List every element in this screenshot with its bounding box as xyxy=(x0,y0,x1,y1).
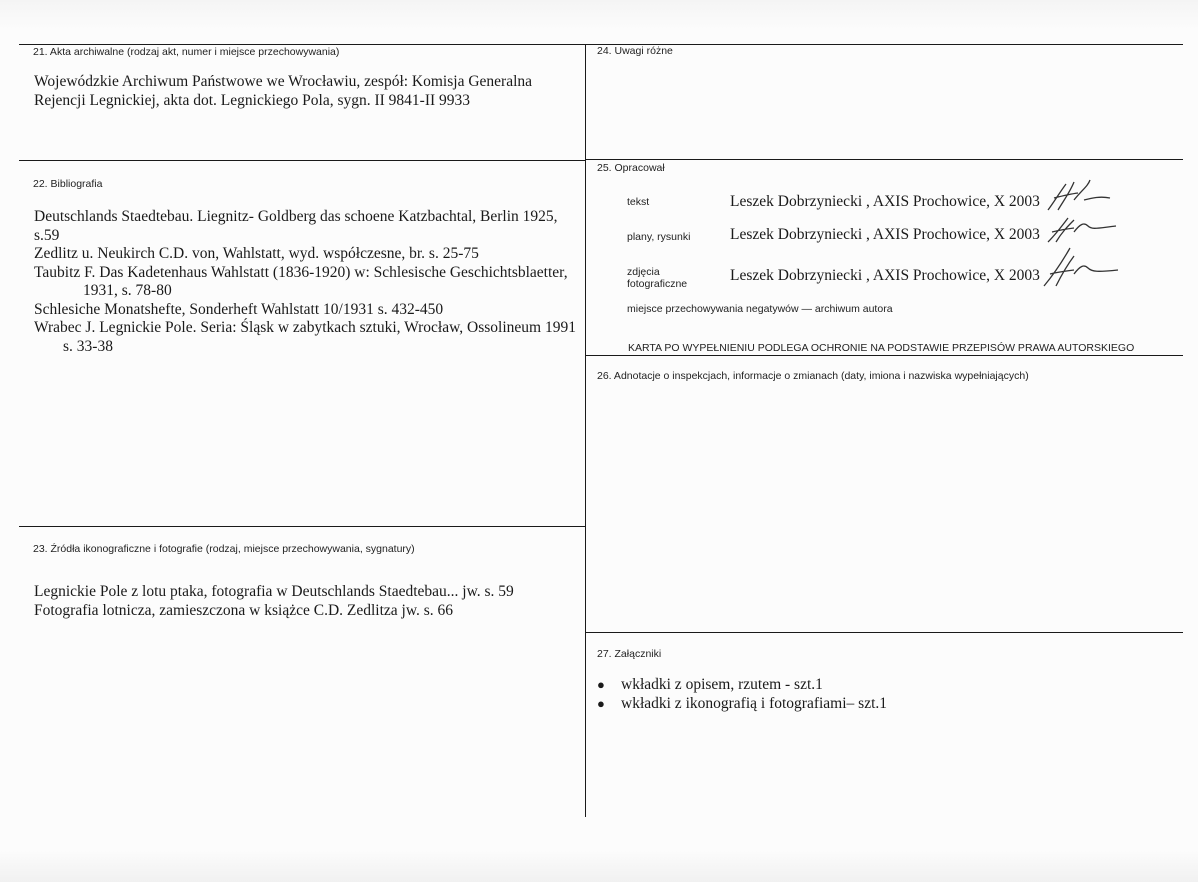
text-line: Rejencji Legnickiej, akta dot. Legnickiego Pola, sygn. II 9841-II 9933 xyxy=(34,91,471,109)
attachment-text: wkładki z ikonografią i fotografiami– szt.1 xyxy=(621,695,888,712)
text-line: Wojewódzkie Archiwum Państwowe we Wrocławiu, zespół: Komisja Generalna xyxy=(34,73,533,90)
attachment-text: wkładki z opisem, rzutem - szt.1 xyxy=(621,676,823,693)
section-22-content xyxy=(34,208,576,356)
negatives-location: miejsce przechowywania negatywów — archiwum autora xyxy=(627,303,893,315)
copyright-notice: KARTA PO WYPEŁNIENIU PODLEGA OCHRONIE NA PODSTAWIE PRZEPISÓW PRAWA AUTORSKIEGO xyxy=(628,342,1135,354)
author-photos: Leszek Dobrzyniecki , AXIS Prochowice, X 2003 xyxy=(730,267,1040,284)
bibliography-entry: s. 33-38 xyxy=(63,337,113,355)
role-photos-line2: fotograficzne xyxy=(627,278,688,290)
role-photos-line1: zdjęcia xyxy=(627,266,660,278)
divider-24-25 xyxy=(585,159,1183,160)
bibliography-entry: Schlesiche Monatshefte, Sonderheft Wahlstatt 10/1931 s. 432-450 xyxy=(34,300,444,318)
section-23-content xyxy=(34,583,514,620)
list-item xyxy=(597,675,887,694)
author-plans: Leszek Dobrzyniecki , AXIS Prochowice, X 2003 xyxy=(730,226,1040,243)
section-24-label: 24. Uwagi różne xyxy=(597,45,673,57)
role-plans-label: plany, rysunki xyxy=(627,231,691,243)
divider-21-22 xyxy=(19,160,585,161)
signature-1 xyxy=(1044,176,1114,216)
section-27-label: 27. Załączniki xyxy=(597,648,662,660)
divider-26-27 xyxy=(585,632,1183,633)
divider-25-26 xyxy=(585,355,1183,356)
text-line: Fotografia lotnicza, zamieszczona w książce C.D. Zedlitza jw. s. 66 xyxy=(34,601,454,619)
bibliography-entry: Zedlitz u. Neukirch C.D. von, Wahlstatt, wyd. współczesne, br. s. 25-75 xyxy=(34,245,479,262)
bibliography-entry: Deutschlands Staedtebau. Liegnitz- Goldberg das schoene Katzbachtal, Berlin 1925, xyxy=(34,208,558,225)
bibliography-entry: Wrabec J. Legnickie Pole. Seria: Śląsk w zabytkach sztuki, Wrocław, Ossolineum 1991 xyxy=(34,319,576,336)
signature-2 xyxy=(1044,214,1118,246)
bibliography-entry: 1931, s. 78-80 xyxy=(83,282,172,299)
text-line: Legnickie Pole z lotu ptaka, fotografia w Deutschlands Staedtebau... jw. s. 59 xyxy=(34,583,514,600)
role-text-label: tekst xyxy=(627,196,650,208)
signature-3 xyxy=(1040,244,1120,290)
section-25-label: 25. Opracował xyxy=(597,162,665,174)
bullet-icon: ● xyxy=(597,677,605,692)
list-item xyxy=(597,694,887,713)
section-21-content xyxy=(34,73,532,110)
attachments-list xyxy=(597,675,887,713)
divider-22-23 xyxy=(19,526,585,527)
section-23-label: 23. Źródła ikonograficzne i fotografie (rodzaj, miejsce przechowywania, sygnatury) xyxy=(33,543,415,555)
bullet-icon: ● xyxy=(597,696,605,711)
section-22-label: 22. Bibliografia xyxy=(33,178,103,190)
author-text: Leszek Dobrzyniecki , AXIS Prochowice, X 2003 xyxy=(730,193,1040,210)
section-26-label: 26. Adnotacje o inspekcjach, informacje o zmianach (daty, imiona i nazwiska wypełniających) xyxy=(597,370,1029,382)
role-photos-label xyxy=(627,266,687,290)
section-21-label: 21. Akta archiwalne (rodzaj akt, numer i miejsce przechowywania) xyxy=(33,46,340,58)
bibliography-entry: Taubitz F. Das Kadetenhaus Wahlstatt (1836-1920) w: Schlesische Geschichtsblaetter, xyxy=(34,263,568,281)
bibliography-entry: s.59 xyxy=(34,226,60,244)
